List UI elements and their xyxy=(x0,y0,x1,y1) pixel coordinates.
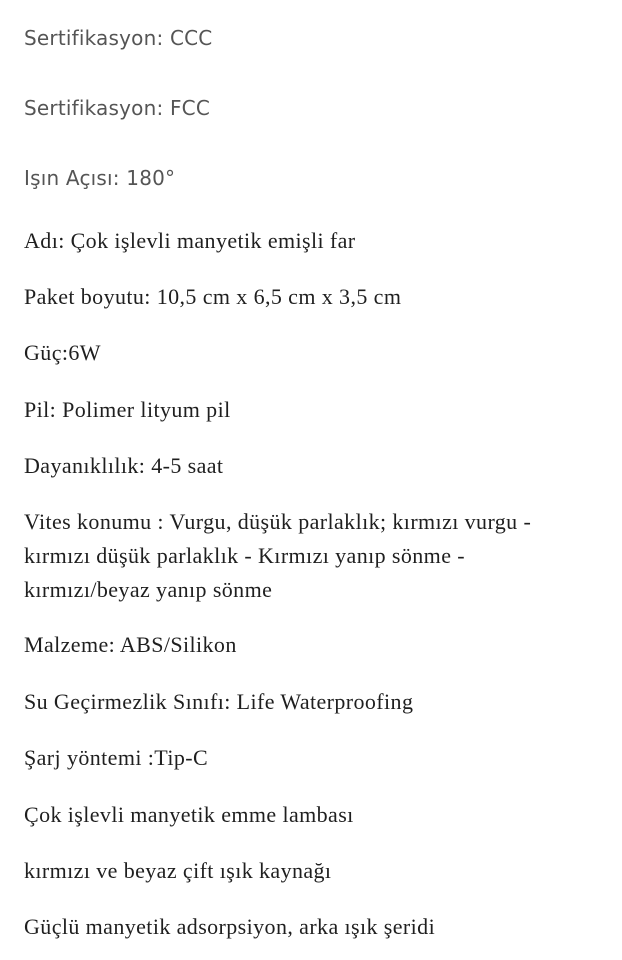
durability-text: Dayanıklılık: 4-5 saat xyxy=(24,453,224,478)
gear-position-line: kırmızı/beyaz yanıp sönme xyxy=(24,577,273,602)
gear-position-line: Vites konumu : Vurgu, düşük parlaklık; kırmızı vurgu - xyxy=(24,509,532,534)
feature-magnetic-text: Güçlü manyetik adsorpsiyon, arka ışık şeridi xyxy=(24,914,436,939)
beam-angle-text: Işın Açısı: 180° xyxy=(24,166,176,190)
product-name-text: Adı: Çok işlevli manyetik emişli far xyxy=(24,228,356,253)
gear-position-line: kırmızı düşük parlaklık - Kırmızı yanıp sönme - xyxy=(24,543,465,568)
package-size-text: Paket boyutu: 10,5 cm x 6,5 cm x 3,5 cm xyxy=(24,284,402,309)
charging-method-text: Şarj yöntemi :Tip-C xyxy=(24,745,209,770)
certification-fcc-text: Sertifikasyon: FCC xyxy=(24,96,211,120)
feature-lamp-text: Çok işlevli manyetik emme lambası xyxy=(24,802,354,827)
gear-position-text xyxy=(24,505,614,607)
waterproof-class-text: Su Geçirmezlik Sınıfı: Life Waterproofing xyxy=(24,689,414,714)
power-text: Güç:6W xyxy=(24,340,101,365)
certification-ccc-text: Sertifikasyon: CCC xyxy=(24,26,213,50)
feature-light-source-text: kırmızı ve beyaz çift ışık kaynağı xyxy=(24,858,332,883)
material-text: Malzeme: ABS/Silikon xyxy=(24,632,237,657)
battery-text: Pil: Polimer lityum pil xyxy=(24,397,231,422)
